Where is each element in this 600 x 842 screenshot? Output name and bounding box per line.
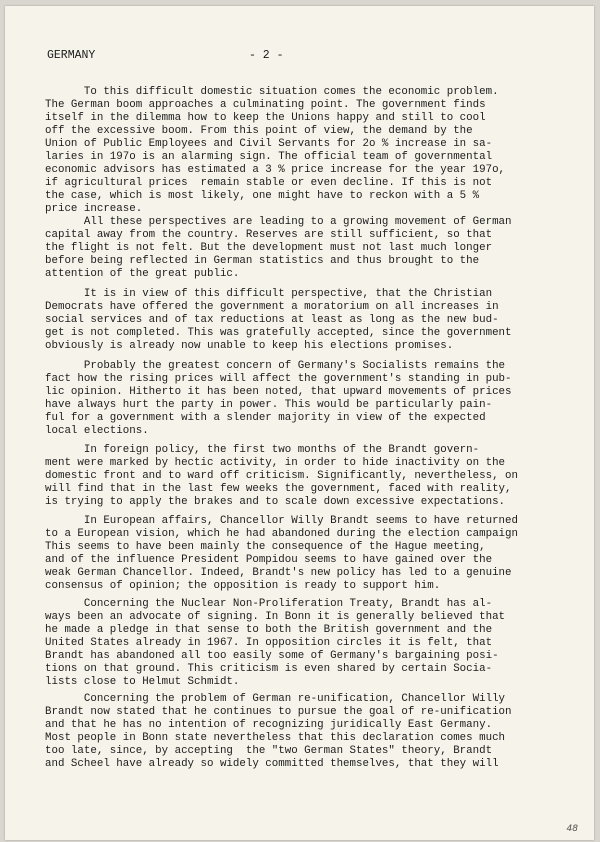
text-line: United States already in 1967. In opposition circles it is felt, that — [45, 637, 493, 649]
text-line: too late, since, by accepting the "two German States" theory, Brandt — [45, 745, 493, 757]
page-number: 48 — [566, 824, 578, 834]
text-line: attention of the great public. — [45, 268, 240, 280]
text-line: itself in the dilemma how to keep the Unions happy and still to cool — [45, 112, 486, 124]
text-line: consensus of opinion; the opposition is ready to support him. — [45, 580, 441, 592]
text-line: is trying to apply the brakes and to scale down excessive expectations. — [45, 496, 506, 508]
text-line: will find that in the last few weeks the government, faced with reality, — [45, 483, 512, 495]
text-line: and Scheel have already so widely committed themselves, that they will — [45, 758, 499, 770]
text-line: fact how the rising prices will affect the government's standing in pub- — [45, 373, 512, 385]
text-line: obviously is already now unable to keep his elections promises. — [45, 340, 454, 352]
paragraph-reunification — [45, 693, 575, 771]
text-line: he made a pledge in that sense to both the British government and the — [45, 624, 493, 636]
text-line: off the excessive boom. From this point of view, the demand by the — [45, 125, 473, 137]
paragraph-capital — [45, 216, 575, 281]
paragraph-foreign-policy — [45, 444, 575, 509]
text-line: The German boom approaches a culminating point. The government finds — [45, 99, 486, 111]
text-line: All these perspectives are leading to a growing movement of German — [45, 216, 512, 228]
document-content — [5, 6, 594, 840]
paragraph-moratorium — [45, 288, 575, 353]
text-line: capital away from the country. Reserves are still sufficient, so that — [45, 229, 493, 241]
text-line: Concerning the problem of German re-unification, Chancellor Willy — [45, 693, 506, 705]
text-line: lic opinion. Hitherto it has been noted, that upward movements of prices — [45, 386, 512, 398]
text-line: To this difficult domestic situation comes the economic problem. — [45, 86, 499, 98]
text-line: Most people in Bonn state nevertheless that this declaration comes much — [45, 732, 506, 744]
text-line: In European affairs, Chancellor Willy Brandt seems to have returned — [45, 515, 518, 527]
text-line: Democrats have offered the government a moratorium on all increases in — [45, 301, 499, 313]
text-line: economic advisors has estimated a 3 % price increase for the year 197o, — [45, 164, 506, 176]
text-line: domestic front and to ward off criticism. Significantly, nevertheless, on — [45, 470, 518, 482]
text-line: lists close to Helmut Schmidt. — [45, 676, 240, 688]
text-line: get is not completed. This was gratefully accepted, since the government — [45, 327, 512, 339]
text-line: Concerning the Nuclear Non-Proliferation Treaty, Brandt has al- — [45, 598, 493, 610]
text-line: social services and of tax reductions at least as long as the new bud- — [45, 314, 499, 326]
paragraph-european-affairs — [45, 515, 575, 593]
text-line: laries in 197o is an alarming sign. The official team of governmental — [45, 151, 493, 163]
paragraph-economic — [45, 86, 575, 216]
header-country: GERMANY — [47, 49, 96, 62]
text-line: to a European vision, which he had abandoned during the election campaign — [45, 528, 518, 540]
header-page-label: - 2 - — [249, 49, 284, 62]
text-line: It is in view of this difficult perspective, that the Christian — [45, 288, 493, 300]
text-line: ways been an advocate of signing. In Bonn it is generally believed that — [45, 611, 506, 623]
text-line: ment were marked by hectic activity, in order to hide inactivity on the — [45, 457, 506, 469]
text-line: have always hurt the party in power. This would be particularly pain- — [45, 399, 493, 411]
paragraph-non-proliferation — [45, 598, 575, 689]
text-line: the flight is not felt. But the development must not last much longer — [45, 242, 493, 254]
text-line: local elections. — [45, 425, 149, 437]
text-line: if agricultural prices remain stable or even decline. If this is not — [45, 177, 493, 189]
text-line: and that he has no intention of recognizing juridically East Germany. — [45, 719, 493, 731]
text-line: before being reflected in German statistics and thus brought to the — [45, 255, 480, 267]
text-line: Union of Public Employees and Civil Servants for 2o % increase in sa- — [45, 138, 493, 150]
text-line: In foreign policy, the first two months of the Brandt govern- — [45, 444, 480, 456]
text-line: and of the influence President Pompidou seems to have gained over the — [45, 554, 493, 566]
text-line: the case, which is most likely, one might have to reckon with a 5 % — [45, 190, 480, 202]
text-line: This seems to have been mainly the consequence of the Hague meeting, — [45, 541, 486, 553]
text-line: tions on that ground. This criticism is even shared by certain Socia- — [45, 663, 493, 675]
text-line: Probably the greatest concern of Germany's Socialists remains the — [45, 360, 506, 372]
text-line: weak German Chancellor. Indeed, Brandt's new policy has led to a genuine — [45, 567, 512, 579]
text-line: price increase. — [45, 203, 143, 215]
paragraph-socialists — [45, 360, 575, 438]
text-line: Brandt has abandoned all too easily some of Germany's bargaining posi- — [45, 650, 499, 662]
text-line: Brandt now stated that he continues to pursue the goal of re-unification — [45, 706, 512, 718]
document-page — [5, 6, 594, 840]
text-line: ful for a government with a slender majority in view of the expected — [45, 412, 486, 424]
